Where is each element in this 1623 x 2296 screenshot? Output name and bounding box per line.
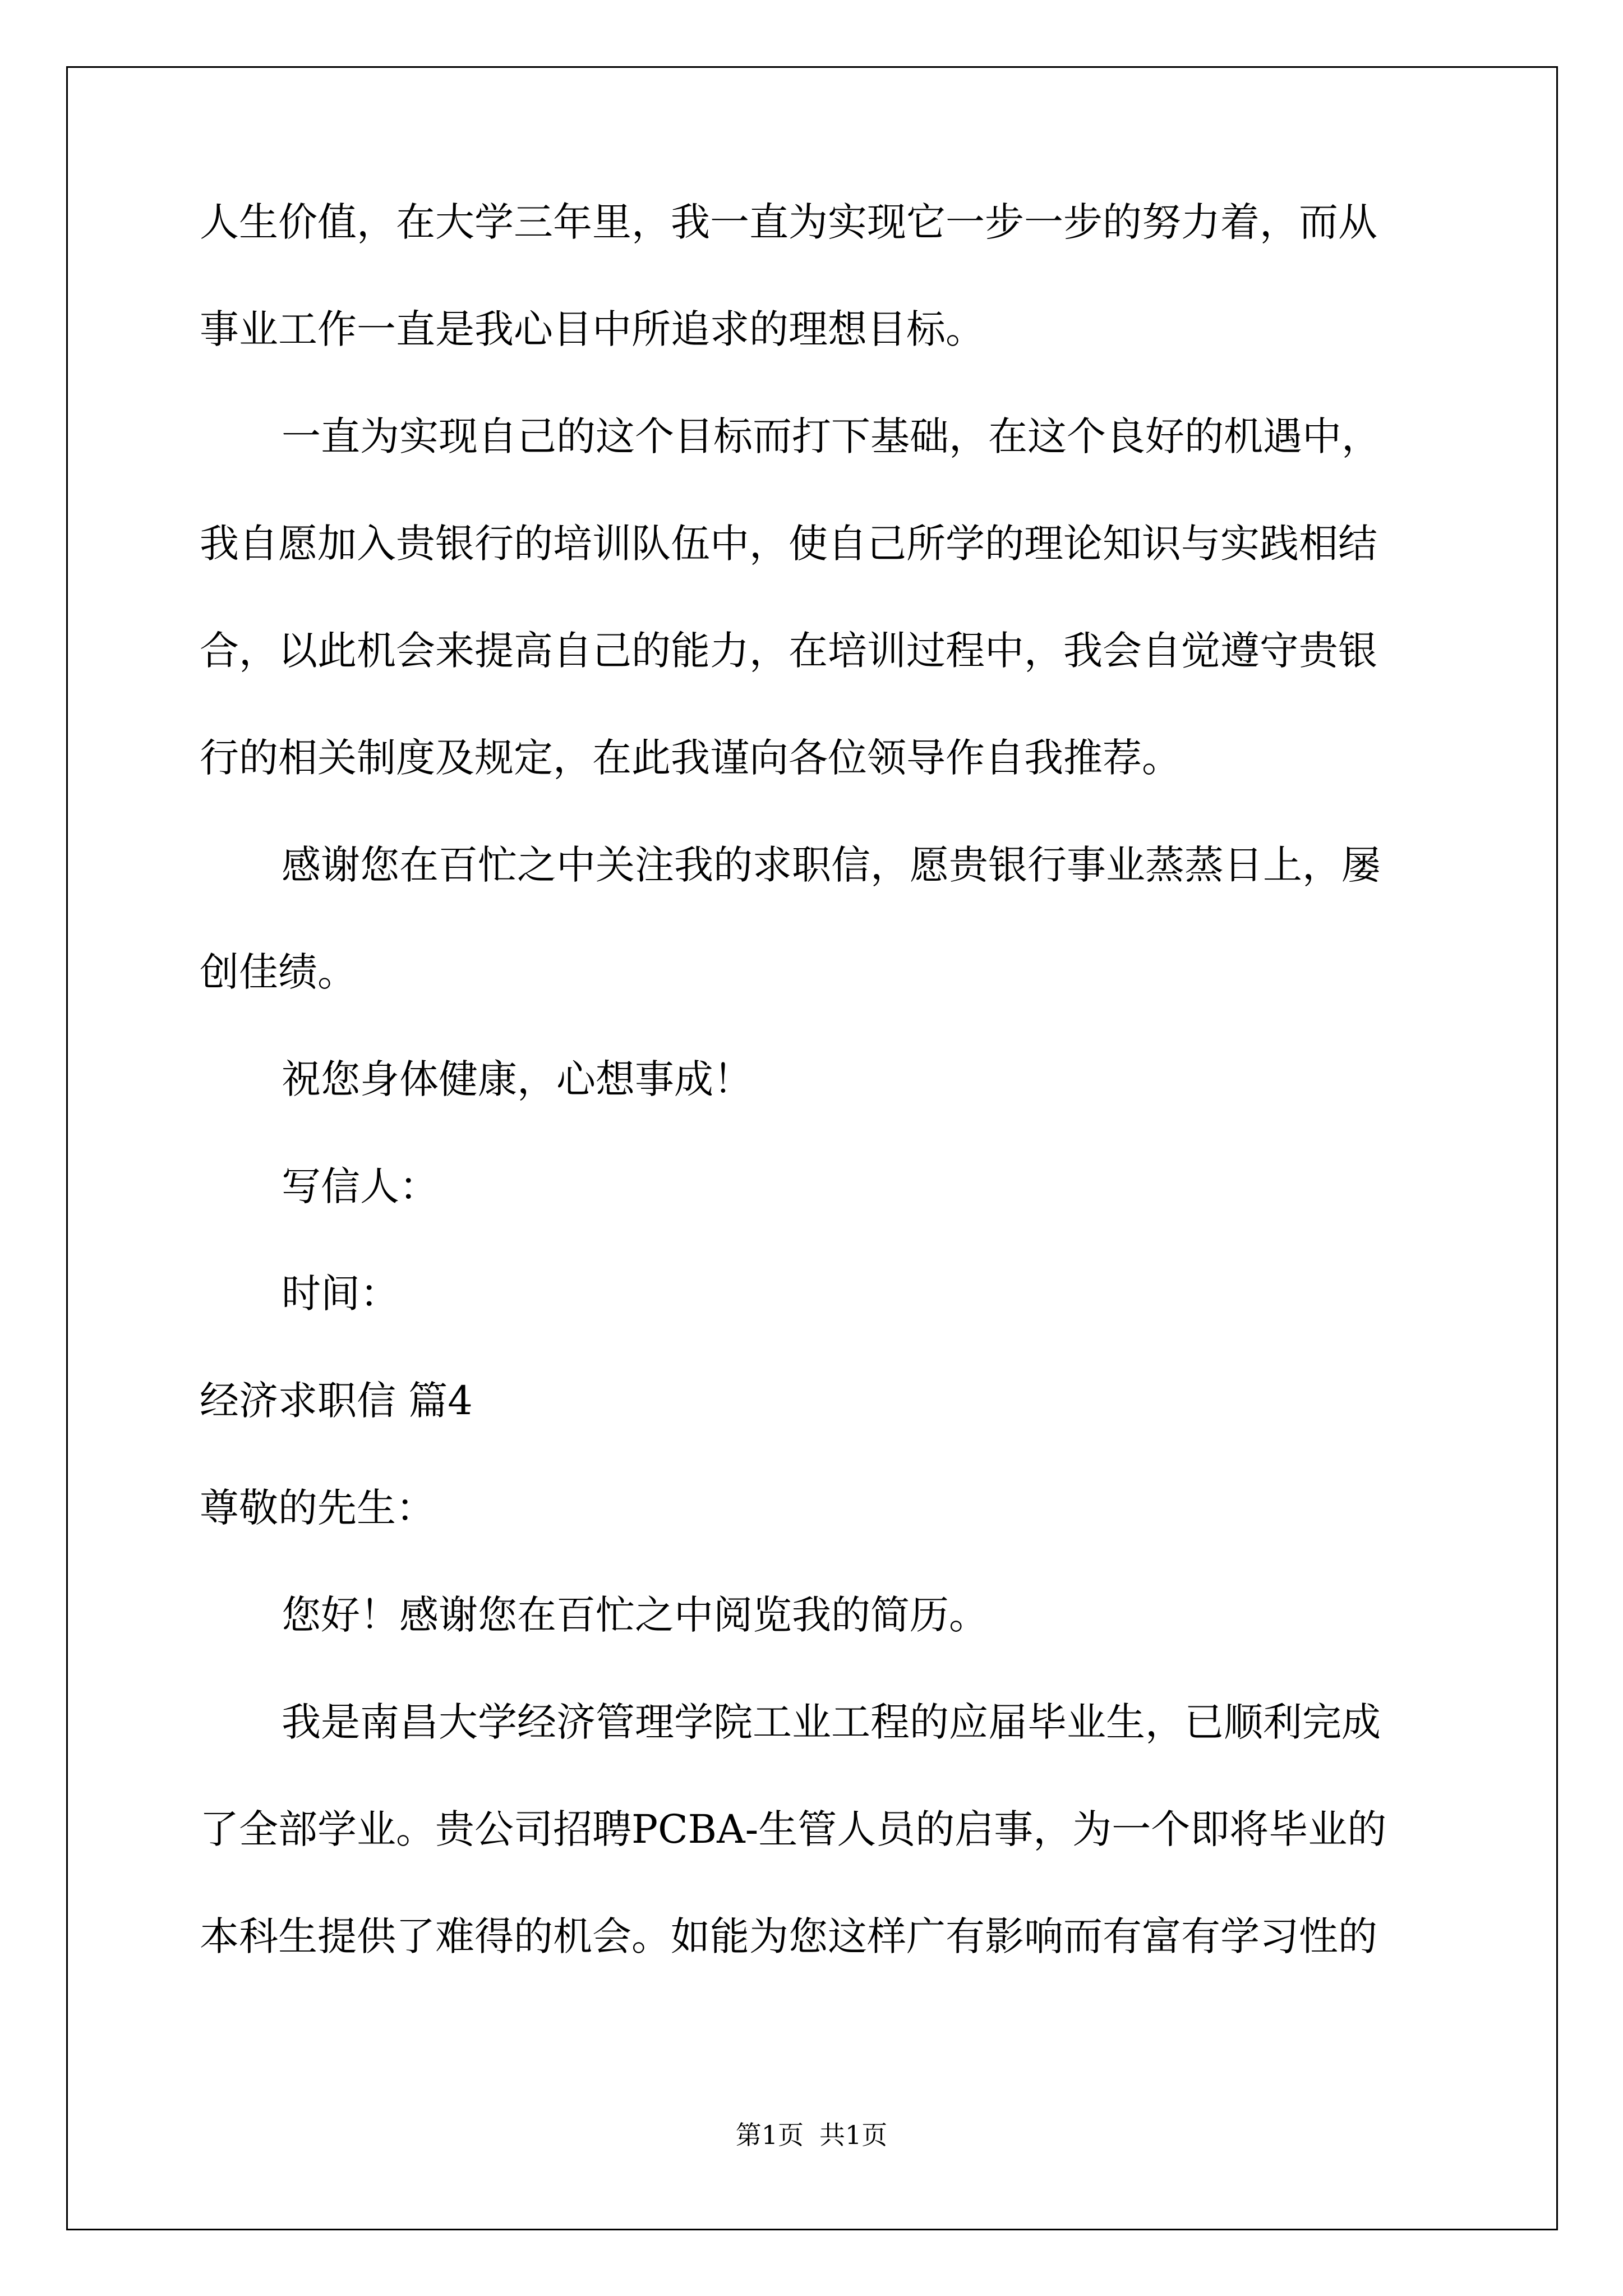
page-number-total: 共1页	[819, 2120, 888, 2150]
salutation: 尊敬的先生：	[200, 1485, 435, 1531]
date-label: 时间：	[282, 1271, 399, 1317]
paragraph-start-line: 我是南昌大学经济管理学院工业工程的应届毕业生，已顺利完成	[282, 1699, 1381, 1745]
text-line: 行的相关制度及规定，在此我谨向各位领导作自我推荐。	[200, 735, 1181, 781]
page-footer	[0, 2118, 1623, 2152]
section-heading: 经济求职信 篇4	[200, 1378, 473, 1424]
closing-wish: 祝您身体健康，心想事成！	[282, 1056, 753, 1102]
text-line: 了全部学业。贵公司招聘PCBA-生管人员的启事，为一个即将毕业的	[200, 1806, 1387, 1852]
text-line: 我自愿加入贵银行的培训队伍中，使自己所学的理论知识与实践相结	[200, 521, 1377, 567]
text-line: 事业工作一直是我心目中所追求的理想目标。	[200, 306, 985, 352]
text-line: 创佳绩。	[200, 949, 357, 995]
greeting-line: 您好！感谢您在百忙之中阅览我的简历。	[282, 1592, 988, 1638]
paragraph-start-line: 感谢您在百忙之中关注我的求职信，愿贵银行事业蒸蒸日上，屡	[282, 842, 1381, 888]
text-line: 合，以此机会来提高自己的能力，在培训过程中，我会自觉遵守贵银	[200, 628, 1377, 674]
signature-label: 写信人：	[282, 1163, 439, 1209]
paragraph-start-line: 一直为实现自己的这个目标而打下基础，在这个良好的机遇中，	[282, 413, 1381, 459]
text-line: 人生价值，在大学三年里，我一直为实现它一步一步的努力着，而从	[200, 199, 1377, 245]
page-number-current: 第1页	[735, 2120, 804, 2150]
text-line: 本科生提供了难得的机会。如能为您这样广有影响而有富有学习性的	[200, 1913, 1377, 1959]
page-border	[66, 66, 1558, 2230]
